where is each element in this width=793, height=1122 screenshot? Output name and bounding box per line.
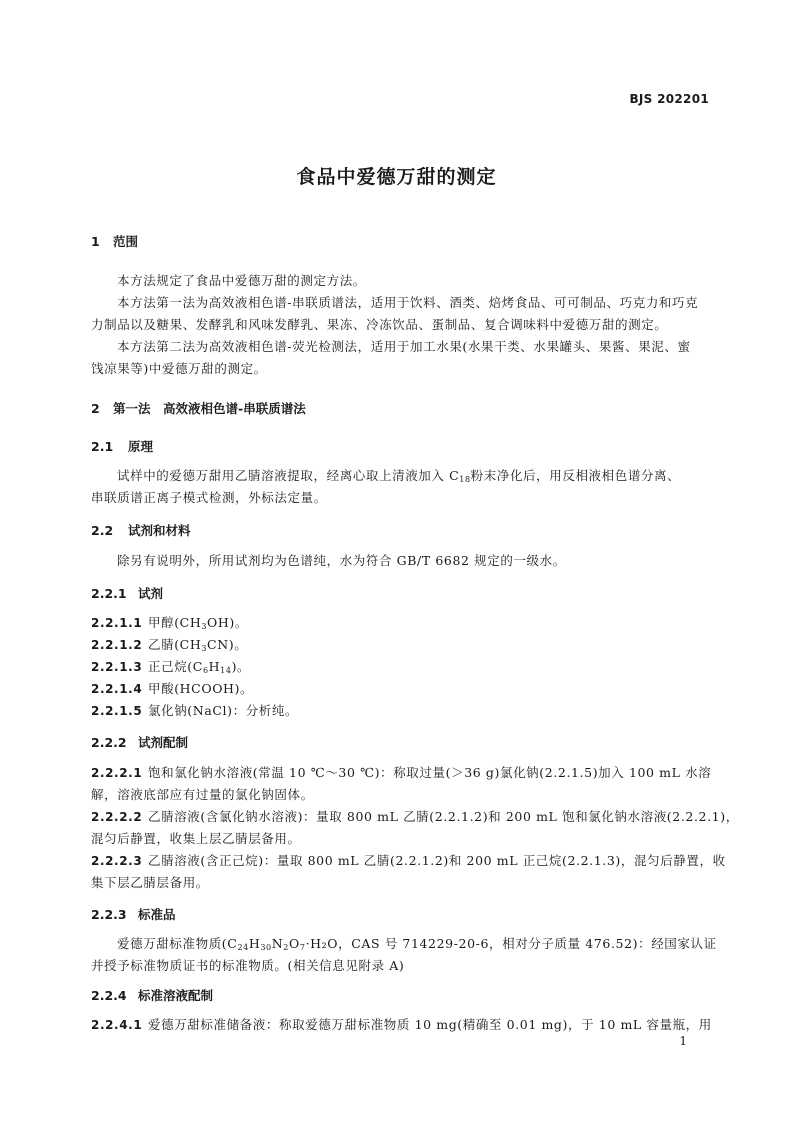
list-item: 2.2.1.1 甲醇$(CH_3OH)$。	[91, 615, 248, 631]
paragraph: 本方法第二法为高效液相色谱-荧光检测法，适用于加工水果(水果干类、水果罐头、果酱、果泥、蜜	[117, 339, 691, 354]
section-2-1-heading: 2.1 原理	[91, 439, 154, 454]
paragraph: 除另有说明外，所用试剂均为色谱纯，水为符合 GB/T 6682 规定的一级水。	[117, 553, 566, 568]
paragraph: 力制品以及糖果、发酵乳和风味发酵乳、果冻、冷冻饮品、蛋制品、复合调味料中爱德万甜的测定。	[91, 317, 668, 332]
section-2-2-2-heading: 2.2.2 试剂配制	[91, 735, 189, 750]
paragraph: 饯凉果等)中爱德万甜的测定。	[91, 361, 267, 376]
list-item: 2.2.1.3 正己烷$(C_6H_{14})$。	[91, 659, 251, 675]
list-item: 2.2.4.1 爱德万甜标准储备液：称取爱德万甜标准物质 10 mg(精确至 0.01 mg)，于 10 mL 容量瓶，用	[91, 1017, 712, 1032]
document-number: BJS 202201	[629, 92, 709, 106]
section-2-2-1-heading: 2.2.1 试剂	[91, 586, 164, 601]
section-2-2-3-heading: 2.2.3 标准品	[91, 907, 176, 922]
paragraph: 爱德万甜标准物质($C_{24}H_{30}N_2O_7\cdot H_2O$，CAS 号 714229-20-6，相对分子质量 476.52)：经国家认证	[117, 936, 717, 952]
paragraph: 本方法第一法为高效液相色谱-串联质谱法，适用于饮料、酒类、焙烤食品、可可制品、巧克力和巧克	[117, 295, 699, 310]
paragraph: 试样中的爱德万甜用乙腈溶液提取，经离心取上清液加入 $C_{18}$粉末净化后，用反相液相色谱分离、	[117, 468, 681, 484]
section-2-heading: 2 第一法 高效液相色谱-串联质谱法	[91, 401, 306, 416]
paragraph: 串联质谱正离子模式检测，外标法定量。	[91, 490, 327, 505]
list-item: 2.2.1.4 甲酸(HCOOH)。	[91, 681, 254, 696]
list-item: 2.2.1.2 乙腈$(CH_3CN)$。	[91, 637, 248, 653]
list-item: 2.2.1.5 氯化钠(NaCl)：分析纯。	[91, 703, 299, 718]
page-number: 1	[679, 1034, 687, 1048]
list-item: 2.2.2.1 饱和氯化钠水溶液(常温 10 ℃～30 ℃)：称取过量(＞36 g)氯化钠(2.2.1.5)加入 100 mL 水溶	[91, 765, 712, 780]
section-2-2-4-heading: 2.2.4 标准溶液配制	[91, 988, 214, 1003]
list-item: 2.2.2.3 乙腈溶液(含正己烷)：量取 800 mL 乙腈(2.2.1.2)和 200 mL 正己烷(2.2.1.3)，混匀后静置，收	[91, 853, 726, 868]
page-title: 食品中爱德万甜的测定	[296, 166, 497, 188]
section-2-2-heading: 2.2 试剂和材料	[91, 523, 191, 538]
paragraph: 解，溶液底部应有过量的氯化钠固体。	[91, 787, 314, 802]
list-item: 2.2.2.2 乙腈溶液(含氯化钠水溶液)：量取 800 mL 乙腈(2.2.1.2)和 200 mL 饱和氯化钠水溶液(2.2.2.1)，	[91, 809, 739, 824]
paragraph: 集下层乙腈层备用。	[91, 875, 209, 890]
paragraph: 本方法规定了食品中爱德万甜的测定方法。	[117, 273, 366, 288]
section-1-heading: 1 范围	[91, 234, 139, 249]
paragraph: 混匀后静置，收集上层乙腈层备用。	[91, 831, 301, 846]
paragraph: 并授予标准物质证书的标准物质。(相关信息见附录 A)	[91, 958, 405, 973]
